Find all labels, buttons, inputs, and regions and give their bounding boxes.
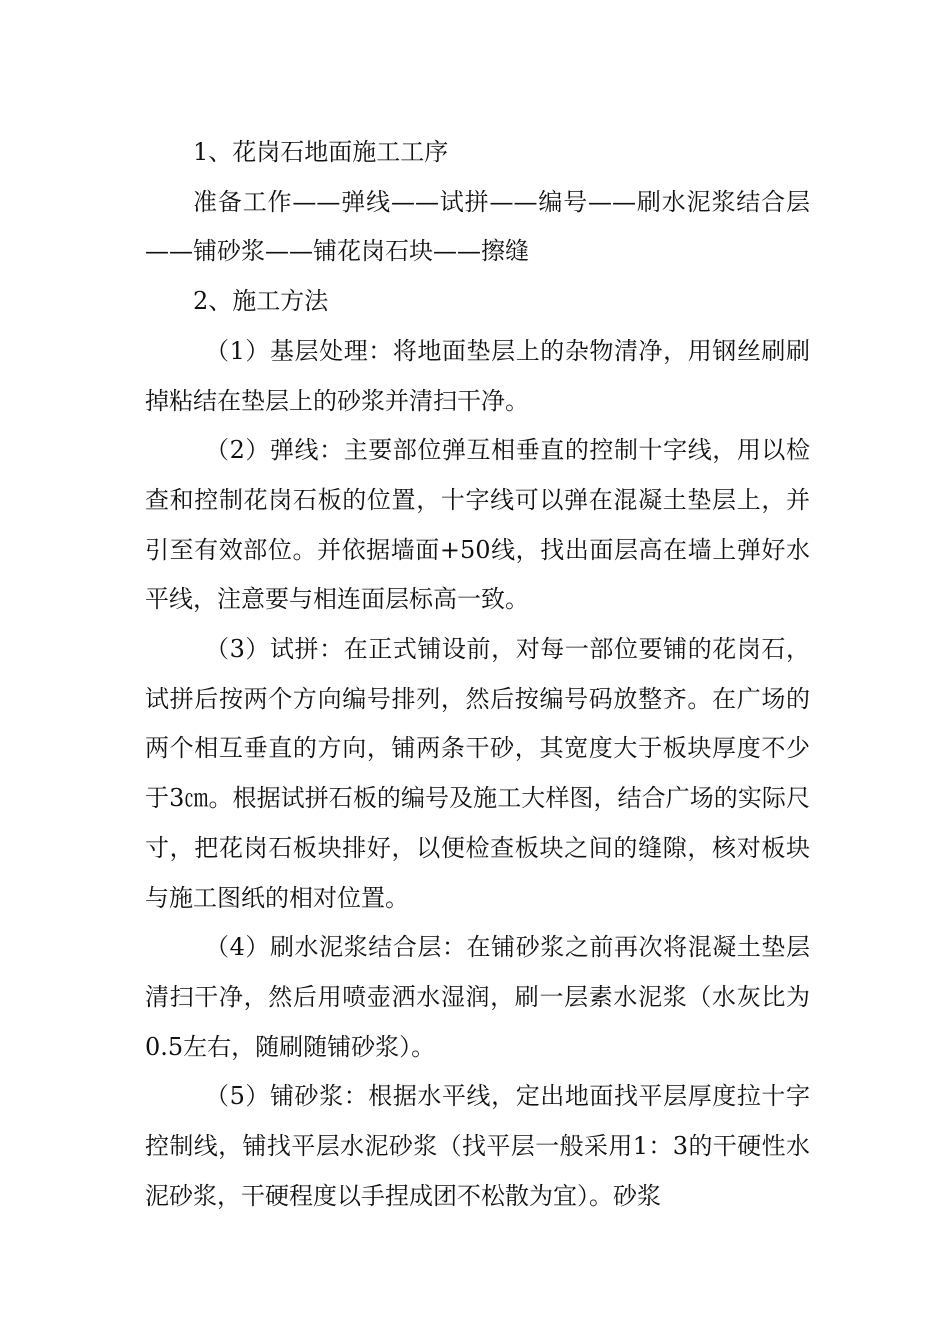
method-step-5-paragraph: （5）铺砂浆：根据水平线，定出地面找平层厚度拉十字控制线，铺找平层水泥砂浆（找平层一般采用1：3的干硬性水泥砂浆，干硬程度以手捏成团不松散为宜）。砂浆 <box>145 1082 810 1210</box>
section-heading-method: 2、施工方法 <box>193 287 329 316</box>
section-heading-process: 1、花岗石地面施工工序 <box>193 138 449 166</box>
method-step-2-paragraph: （2）弹线：主要部位弹互相垂直的控制十字线，用以检查和控制花岗石板的位置，十字线可以弹在混凝土垫层上，并引至有效部位。并依据墙面+50线，找出面层高在墙上弹好水平线，注意要与相连面层标高一致。 <box>145 436 810 614</box>
method-step-4-paragraph: （4）刷水泥浆结合层：在铺砂浆之前再次将混凝土垫层清扫干净，然后用喷壶洒水湿润，刷一层素水泥浆（水灰比为0.5左右，随刷随铺砂浆）。 <box>145 933 810 1061</box>
document-body <box>145 128 810 1221</box>
method-step-3-paragraph: （3）试拼：在正式铺设前，对每一部位要铺的花岗石，试拼后按两个方向编号排列，然后按编号码放整齐。在广场的两个相互垂直的方向，铺两条干砂，其宽度大于板块厚度不少于3㎝。根据试拼石板的编号及施工大样图，结合广场的实际尺寸，把花岗石板块排好，以便检查板块之间的缝隙，核对板块与施工图纸的相对位置。 <box>145 635 810 912</box>
method-step-1-paragraph: （1）基层处理：将地面垫层上的杂物清净，用钢丝刷刷掉粘结在垫层上的砂浆并清扫干净。 <box>145 336 810 415</box>
process-sequence-paragraph: 准备工作——弹线——试拼——编号——刷水泥浆结合层——铺砂浆——铺花岗石块——擦缝 <box>145 187 810 266</box>
